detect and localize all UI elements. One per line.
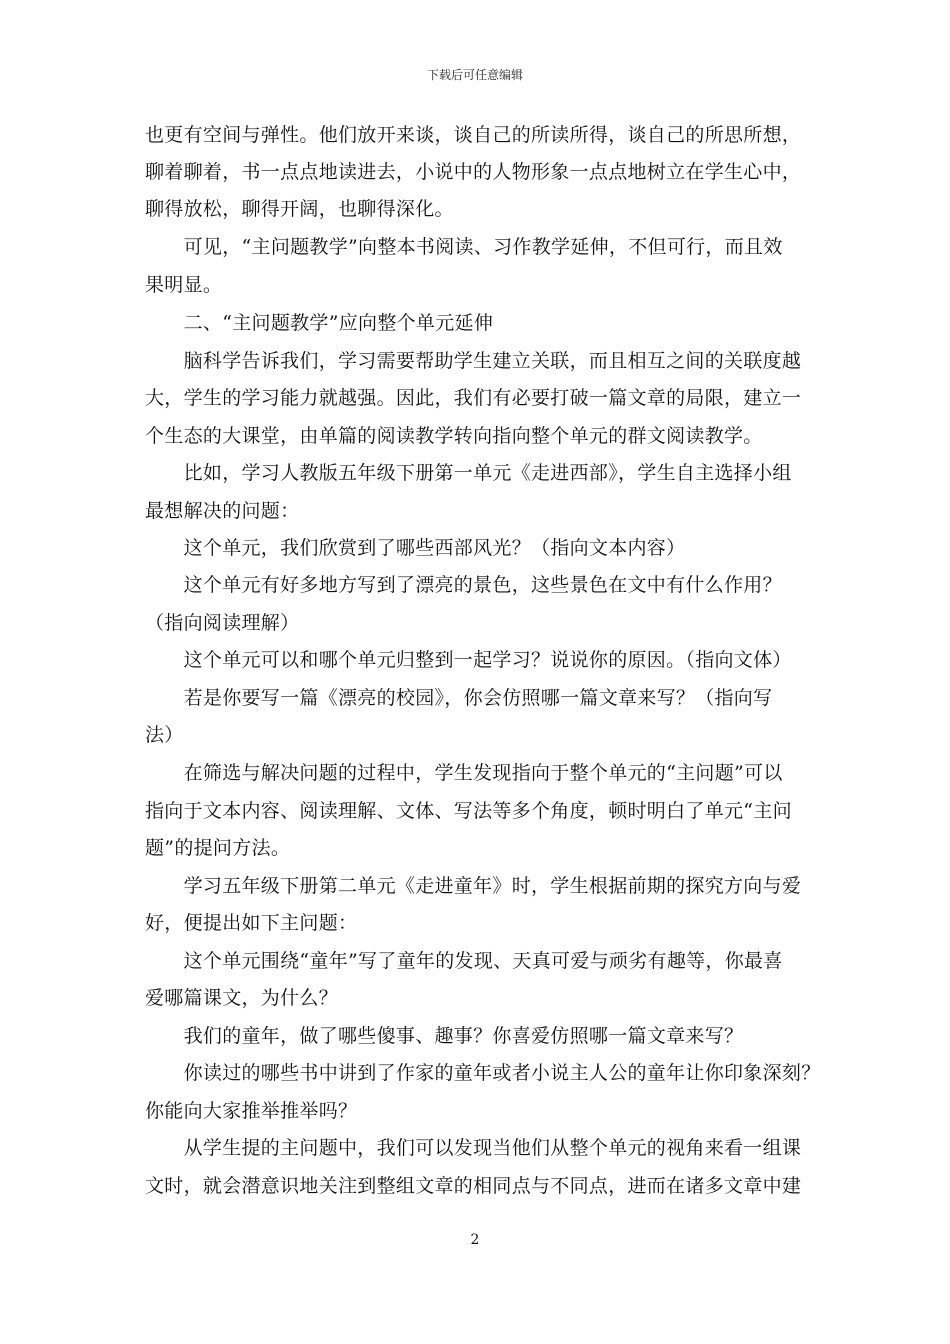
text-line: 若是你要写一篇《漂亮的校园》，你会仿照哪一篇文章来写？（指向写: [145, 687, 773, 709]
text-line: （指向阅读理解）: [145, 612, 300, 634]
text-line: 你能向大家推举推举吗？: [145, 1100, 358, 1122]
text-line: 你读过的哪些书中讲到了作家的童年或者小说主人公的童年让你印象深刻？: [145, 1062, 821, 1084]
section-heading: 二、“主问题教学”应向整个单元延伸: [145, 312, 494, 334]
text-line: 题”的提问方法。: [145, 837, 291, 859]
text-line: 可见，“主问题教学”向整本书阅读、习作教学延伸，不但可行，而且效: [145, 236, 783, 258]
text-line: 指向于文本内容、阅读理解、文体、写法等多个角度，顿时明白了单元“主问: [145, 800, 792, 822]
text-line: 法）: [145, 724, 184, 746]
text-line: 从学生提的主问题中，我们可以发现当他们从整个单元的视角来看一组课: [145, 1137, 802, 1159]
text-line: 我们的童年，做了哪些傻事、趣事？你喜爱仿照哪一篇文章来写？: [145, 1025, 744, 1047]
text-line: 个生态的大课堂，由单篇的阅读教学转向指向整个单元的群文阅读教学。: [145, 425, 763, 447]
text-line: 文时，就会潜意识地关注到整组文章的相同点与不同点，进而在诸多文章中建: [145, 1175, 802, 1197]
text-line: 比如，学习人教版五年级下册第一单元《走进西部》，学生自主选择小组: [145, 462, 792, 484]
text-line: 学习五年级下册第二单元《走进童年》时，学生根据前期的探究方向与爱: [145, 875, 802, 897]
page-number: 2: [470, 1232, 480, 1248]
text-line: 也更有空间与弹性。他们放开来谈，谈自己的所读所得，谈自己的所思所想，: [145, 124, 802, 146]
text-line: 在筛选与解决问题的过程中，学生发现指向于整个单元的“主问题”可以: [145, 762, 783, 784]
text-line: 这个单元有好多地方写到了漂亮的景色，这些景色在文中有什么作用？: [145, 574, 782, 596]
text-line: 好，便提出如下主问题：: [145, 912, 358, 934]
text-line: 爱哪篇课文，为什么？: [145, 987, 339, 1009]
text-line: 果明显。: [145, 274, 223, 296]
text-line: 这个单元可以和哪个单元归整到一起学习？说说你的原因。（指向文体）: [145, 649, 792, 671]
text-line: 最想解决的问题：: [145, 500, 300, 522]
text-line: 聊得放松，聊得开阔，也聊得深化。: [145, 198, 454, 220]
text-line: 脑科学告诉我们，学习需要帮助学生建立关联，而且相互之间的关联度越: [145, 350, 802, 372]
text-line: 这个单元围绕“童年”写了童年的发现、天真可爱与顽劣有趣等，你最喜: [145, 950, 783, 972]
text-line: 聊着聊着，书一点点地读进去，小说中的人物形象一点点地树立在学生心中，: [145, 161, 802, 183]
text-line: 这个单元，我们欣赏到了哪些西部风光？（指向文本内容）: [145, 537, 686, 559]
page-header: 下载后可任意编辑: [426, 68, 523, 82]
text-line: 大，学生的学习能力就越强。因此，我们有必要打破一篇文章的局限，建立一: [145, 387, 802, 409]
